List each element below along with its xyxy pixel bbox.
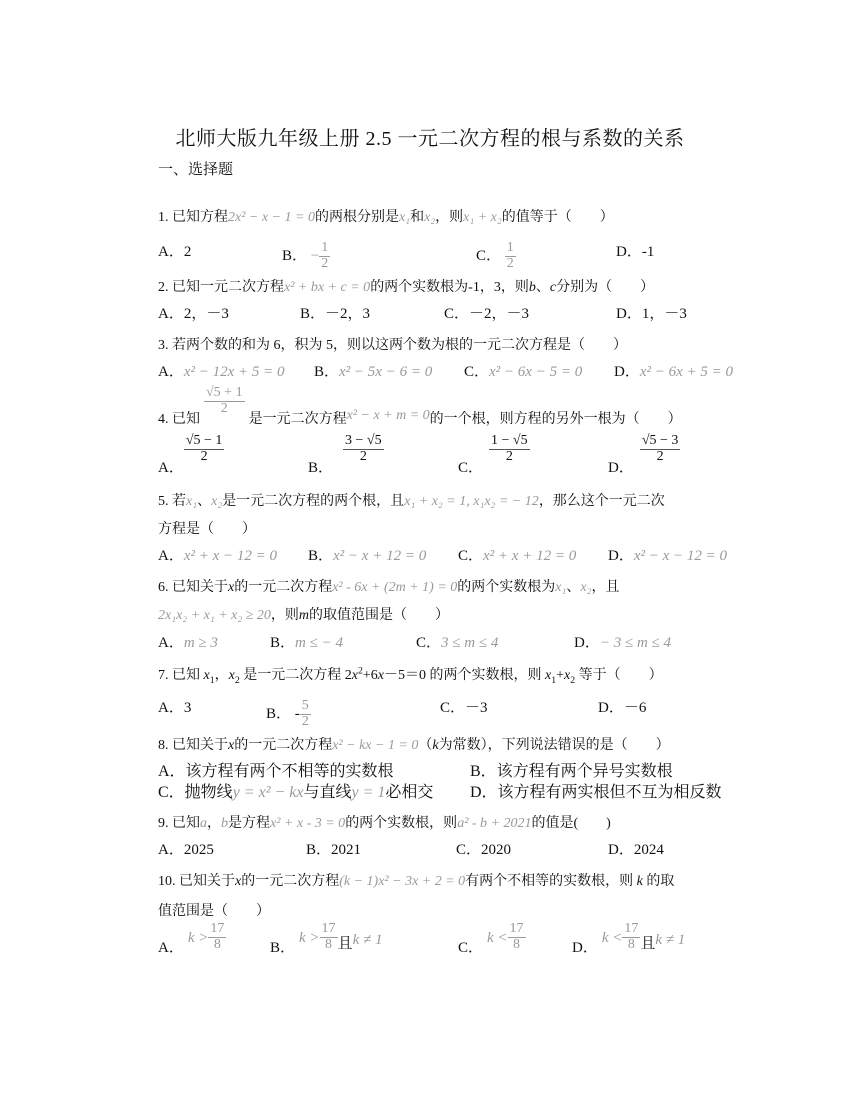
q5-option-b[interactable] — [308, 544, 426, 565]
q4-option-b-label: B． — [308, 460, 334, 476]
q7-option-b-denominator: 2 — [301, 714, 309, 730]
q10-option-b-label: B． — [270, 940, 296, 956]
q9-option-b[interactable]: B．2021 — [306, 842, 362, 858]
q3-option-d-label: D． — [614, 364, 640, 380]
q9-option-d[interactable]: D．2024 — [608, 842, 664, 858]
q10-option-d-label: D． — [572, 940, 598, 956]
question-10 — [158, 870, 674, 890]
q7-option-b-label: B． — [266, 706, 292, 722]
q6-condition: 2x₁x₂ + x₁ + x₂ ≥ 20 — [158, 608, 271, 623]
q5-condition: x₁ + x₂ = 1, x₁x₂ = − 12 — [404, 494, 539, 509]
q10-option-b-extra: k ≠ 1 — [352, 932, 383, 948]
q2-c: c — [549, 280, 557, 295]
q4-text-1: 4. 已知 — [158, 412, 200, 427]
q4-option-c-numerator: 1 − √5 — [491, 433, 528, 448]
q10-text-4: 的取 — [642, 874, 675, 889]
q7-x2: x — [228, 668, 235, 683]
q5-sep: 、 — [197, 494, 212, 509]
q3-option-c[interactable] — [464, 360, 582, 381]
q7-plus: + — [556, 668, 565, 683]
q9-text-2: ， — [207, 816, 221, 831]
q4-option-b-fraction — [343, 434, 384, 464]
q5-option-d-label: D． — [608, 548, 634, 564]
q3-option-c-label: C． — [464, 364, 490, 380]
q7-option-a[interactable]: A．3 — [158, 700, 192, 716]
q7-x6-sub: 2 — [570, 674, 576, 686]
q10-option-a[interactable] — [158, 922, 226, 957]
q10-option-d-extra: k ≠ 1 — [655, 932, 686, 948]
q6-option-c-label: C． — [416, 635, 442, 651]
q8-option-b[interactable]: B．该方程有两个异号实数根 — [470, 763, 673, 780]
q1-option-c[interactable] — [476, 232, 516, 272]
question-5-line-2: 方程是（ ） — [158, 522, 256, 537]
q7-option-b-numerator: 5 — [301, 698, 309, 714]
q10-text-2: 的一元二次方程 — [241, 874, 340, 889]
q7-x1-sub: 1 — [209, 674, 215, 686]
q5-option-a-label: A． — [158, 548, 184, 564]
q4-option-a-fraction — [184, 434, 225, 464]
q6-x1: x₁ — [555, 580, 567, 595]
q3-option-c-equation: x² − 6x − 5 = 0 — [489, 364, 583, 380]
question-3: 3. 若两个数的和为 6，积为 5，则以这两个数为根的一元二次方程是（ ） — [158, 338, 627, 353]
q6-option-b-expression: m ≤ − 4 — [295, 635, 343, 651]
q4-option-d-numerator: √5 − 3 — [641, 433, 679, 448]
q4-option-d-denominator: 2 — [656, 448, 664, 464]
q5-text-3: ，那么这个一元二次 — [538, 494, 665, 509]
q1-option-b-label: B． — [282, 248, 308, 264]
q1-text-1: 已知方程 — [172, 210, 228, 225]
q10-text-1: 10. 已知关于 — [158, 874, 235, 889]
q8-equation: x² − kx − 1 = 0 — [332, 738, 419, 753]
q10-option-a-label: A． — [158, 940, 184, 956]
q7-x2-sub: 2 — [234, 674, 240, 686]
q7-text-5: －5＝0 的两个实数根，则 — [384, 668, 545, 683]
q10-option-b-relation: k > — [299, 930, 320, 946]
q2-option-a[interactable]: A．2，－3 — [158, 306, 229, 322]
q4-equation: x² − x + m = 0 — [346, 408, 430, 423]
q8-text-2: 的一元二次方程 — [234, 738, 333, 753]
q10-option-b-fraction — [320, 922, 338, 952]
q10-option-b-denominator: 8 — [325, 936, 333, 952]
q10-option-b-and: 且 — [337, 936, 353, 952]
q9-text-5: 的值是( ) — [531, 816, 611, 831]
q7-x5-sub: 1 — [551, 674, 557, 686]
q1-option-b-denominator: 2 — [321, 256, 329, 272]
question-6-line-2 — [158, 604, 449, 624]
q6-option-c-expression: 3 ≤ m ≤ 4 — [441, 635, 499, 651]
question-2 — [158, 276, 654, 296]
q10-option-c-relation: k < — [487, 930, 508, 946]
q7-option-b-fraction — [300, 699, 311, 729]
q9-option-c[interactable]: C．2020 — [456, 842, 512, 858]
question-9 — [158, 812, 611, 832]
q5-text-1: 5. 若 — [158, 494, 186, 509]
q10-option-d-denominator: 8 — [627, 936, 635, 952]
q1-option-c-fraction — [505, 241, 516, 271]
q6-option-b-label: B． — [270, 635, 296, 651]
q9-b: b — [221, 816, 228, 831]
question-8 — [158, 734, 670, 754]
q2-option-b[interactable]: B．－2，3 — [300, 306, 371, 322]
q9-expression: a² - b + 2021 — [457, 816, 532, 831]
q5-option-b-equation: x² − x + 12 = 0 — [333, 548, 427, 564]
q10-option-b[interactable] — [270, 922, 382, 957]
q6-text-5: ，则 — [270, 608, 299, 623]
q9-text-1: 9. 已知 — [158, 816, 200, 831]
q7-x1: x — [203, 668, 210, 683]
q2-text-2: 的两个实数根为-1，3，则 — [370, 280, 529, 295]
q7-x3: x — [351, 668, 358, 683]
q8-option-c-text-1: C．抛物线 — [158, 784, 233, 801]
question-4 — [158, 386, 682, 428]
q4-option-b-numerator: 3 − √5 — [345, 433, 382, 448]
q8-option-c-text-2: 与直线 — [303, 784, 352, 801]
q6-equation: x² - 6x + (2m + 1) = 0 — [332, 580, 458, 595]
q9-text-4: 的两个实数根，则 — [345, 816, 458, 831]
q1-text-4: 的值等于（ ） — [501, 210, 614, 225]
q5-option-d-equation: x² − x − 12 = 0 — [633, 548, 728, 564]
q10-equation: (k − 1)x² − 3x + 2 = 0 — [339, 874, 466, 889]
q7-option-b[interactable] — [266, 686, 311, 730]
q5-x1: x₁ — [186, 494, 198, 509]
q1-option-c-denominator: 2 — [506, 256, 514, 272]
q10-option-c-denominator: 8 — [513, 936, 521, 952]
q2-text-3: 分别为（ ） — [556, 280, 655, 295]
q5-option-c[interactable] — [458, 544, 576, 565]
q1-option-b-fraction — [319, 241, 330, 271]
q10-x: x — [235, 874, 242, 889]
q6-option-d-expression: − 3 ≤ m ≤ 4 — [599, 635, 672, 651]
q6-m: m — [298, 608, 310, 623]
q7-x4: x — [377, 668, 384, 683]
q8-option-d[interactable]: D．该方程有两实根但不互为相反数 — [470, 784, 722, 801]
q4-option-b[interactable] — [308, 434, 384, 477]
q4-option-c-label: C． — [458, 460, 484, 476]
q6-text-6: 的取值范围是（ ） — [309, 608, 450, 623]
q4-option-d[interactable] — [608, 434, 680, 477]
q10-option-a-denominator: 8 — [213, 936, 221, 952]
q9-a: a — [200, 816, 207, 831]
q7-option-c[interactable]: C．－3 — [440, 700, 488, 716]
q1-option-b-numerator: 1 — [321, 240, 329, 256]
q7-text-6: 等于（ ） — [575, 668, 663, 683]
q5-option-d[interactable] — [608, 544, 727, 565]
q9-text-3: 是方程 — [228, 816, 270, 831]
q2-b: b — [528, 280, 536, 295]
q4-option-c-fraction — [489, 434, 530, 464]
q2-option-d[interactable]: D．1，－3 — [616, 306, 687, 322]
q6-text-4: ，且 — [591, 580, 620, 595]
q2-equation: x² + bx + c = 0 — [284, 280, 371, 295]
q5-x2: x₂ — [211, 494, 223, 509]
q6-x: x — [228, 580, 235, 595]
q10-option-c-fraction — [508, 922, 526, 952]
q8-option-c-text-3: 必相交 — [385, 784, 434, 801]
q6-option-a[interactable] — [158, 631, 218, 652]
q8-text-3: （ — [418, 738, 433, 753]
q9-equation: x² + x - 3 = 0 — [270, 816, 346, 831]
section-title: 一、选择题 — [158, 162, 234, 178]
q1-option-c-label: C． — [476, 248, 502, 264]
q7-text-2: ， — [214, 668, 229, 683]
q4-option-a-denominator: 2 — [200, 448, 208, 464]
q6-text-2: 的一元二次方程 — [234, 580, 333, 595]
q5-option-c-equation: x² + x + 12 = 0 — [483, 548, 577, 564]
q7-option-b-sign: - — [294, 706, 300, 722]
q3-option-a-equation: x² − 12x + 5 = 0 — [183, 364, 285, 380]
q8-text-1: 8. 已知关于 — [158, 738, 228, 753]
q10-option-d-numerator: 17 — [624, 921, 639, 936]
q4-option-a-label: A． — [158, 460, 184, 476]
q3-option-a-label: A． — [158, 364, 184, 380]
question-6 — [158, 576, 619, 596]
q4-option-a-numerator: √5 − 1 — [185, 433, 223, 448]
q3-option-a[interactable] — [158, 360, 285, 381]
q10-k: k — [636, 874, 643, 889]
q1-sum: x₁ + x₂ — [463, 210, 502, 225]
q8-x: x — [228, 738, 235, 753]
q10-option-c-numerator: 17 — [509, 921, 524, 936]
q7-x6: x — [564, 668, 571, 683]
q4-root-fraction — [204, 386, 245, 416]
page-title: 北师大版九年级上册 2.5 一元二次方程的根与系数的关系 — [175, 128, 685, 150]
q1-x2: x₂ — [424, 210, 436, 225]
q7-option-d[interactable]: D．－6 — [598, 700, 647, 716]
q8-text-4: 为常数），下列说法错误的是（ ） — [438, 738, 670, 753]
q4-text-2: 是一元二次方程 — [248, 412, 347, 427]
q4-root-denominator: 2 — [220, 400, 228, 416]
q7-x5: x — [545, 668, 552, 683]
q5-option-a-equation: x² + x − 12 = 0 — [183, 548, 278, 564]
q6-option-d[interactable] — [574, 631, 671, 652]
q4-option-b-denominator: 2 — [359, 448, 367, 464]
q6-x2: x₂ — [580, 580, 592, 595]
q1-text-2: 的两根分别是 — [314, 210, 399, 225]
q6-sep: 、 — [566, 580, 581, 595]
q8-option-c-line: y = 1 — [351, 784, 386, 801]
q5-option-c-label: C． — [458, 548, 484, 564]
q5-text-2: 是一元二次方程的两个根，且 — [222, 494, 405, 509]
q6-option-c[interactable] — [416, 631, 498, 652]
question-5 — [158, 490, 665, 510]
q10-option-a-numerator: 17 — [210, 921, 225, 936]
q1-option-a[interactable]: A．2 — [158, 244, 192, 260]
q4-root-numerator: √5 + 1 — [206, 385, 243, 400]
q10-option-d-relation: k < — [601, 930, 623, 946]
q7-text-1: 7. 已知 — [158, 668, 204, 683]
q4-option-c-denominator: 2 — [505, 448, 513, 464]
q10-option-d-fraction — [622, 922, 640, 952]
q9-option-a[interactable]: A．2025 — [158, 842, 214, 858]
q3-option-b-label: B． — [314, 364, 340, 380]
q1-and: 和 — [410, 210, 425, 225]
q10-text-3: 有两个不相等的实数根，则 — [465, 874, 637, 889]
q10-option-b-numerator: 17 — [321, 921, 336, 936]
q5-option-a[interactable] — [158, 544, 277, 565]
q3-option-d-equation: x² − 6x + 5 = 0 — [639, 364, 734, 380]
q1-option-b-sign: − — [310, 248, 320, 264]
q10-option-a-relation: k > — [187, 930, 209, 946]
q4-option-c[interactable] — [458, 434, 530, 477]
q1-x1: x₁ — [398, 210, 411, 225]
q6-text-1: 6. 已知关于 — [158, 580, 228, 595]
q3-option-b-equation: x² − 5x − 6 = 0 — [339, 364, 433, 380]
q4-option-d-fraction — [640, 434, 681, 464]
q5-option-b-label: B． — [308, 548, 334, 564]
q10-option-d[interactable] — [572, 922, 685, 957]
q8-option-c[interactable] — [158, 779, 433, 802]
q1-text-3: ，则 — [435, 210, 464, 225]
q7-text-4: +6 — [362, 668, 378, 683]
q8-option-c-parabola: y = x² − kx — [232, 784, 304, 801]
q10-option-d-and: 且 — [640, 936, 656, 952]
q8-option-a[interactable]: A．该方程有两个不相等的实数根 — [158, 763, 394, 780]
q10-option-c-label: C． — [458, 940, 484, 956]
q1-option-d[interactable]: D．-1 — [616, 244, 655, 260]
q1-option-c-numerator: 1 — [506, 240, 514, 256]
q4-text-3: 的一个根，则方程的另外一根为（ ） — [429, 412, 682, 427]
question-10-line-2: 值范围是（ ） — [158, 904, 270, 919]
q4-option-d-label: D． — [608, 460, 634, 476]
q6-option-a-label: A． — [158, 635, 184, 651]
q8-k: k — [432, 738, 439, 753]
question-1 — [158, 206, 614, 226]
q6-text-3: 的两个实数根为 — [457, 580, 556, 595]
q7-text-3: 是一元二次方程 2 — [239, 668, 352, 683]
q6-option-a-expression: m ≥ 3 — [183, 635, 218, 651]
q4-option-a[interactable] — [158, 434, 224, 477]
q3-option-d[interactable] — [614, 360, 733, 381]
q1-option-b[interactable] — [282, 232, 330, 272]
q6-option-b[interactable] — [270, 631, 343, 652]
q2-sep: 、 — [535, 280, 550, 295]
q10-option-a-fraction — [208, 922, 226, 952]
q1-number: 1. — [158, 210, 169, 225]
q2-text-1: 2. 已知一元二次方程 — [158, 280, 284, 295]
q2-option-c[interactable]: C．－2，－3 — [444, 306, 530, 322]
q6-option-d-label: D． — [574, 635, 600, 651]
q1-equation: 2x² − x − 1 = 0 — [228, 210, 315, 225]
q7-power: 2 — [357, 665, 363, 677]
q3-option-b[interactable] — [314, 360, 432, 381]
q10-option-c[interactable] — [458, 922, 526, 957]
question-7 — [158, 664, 663, 686]
